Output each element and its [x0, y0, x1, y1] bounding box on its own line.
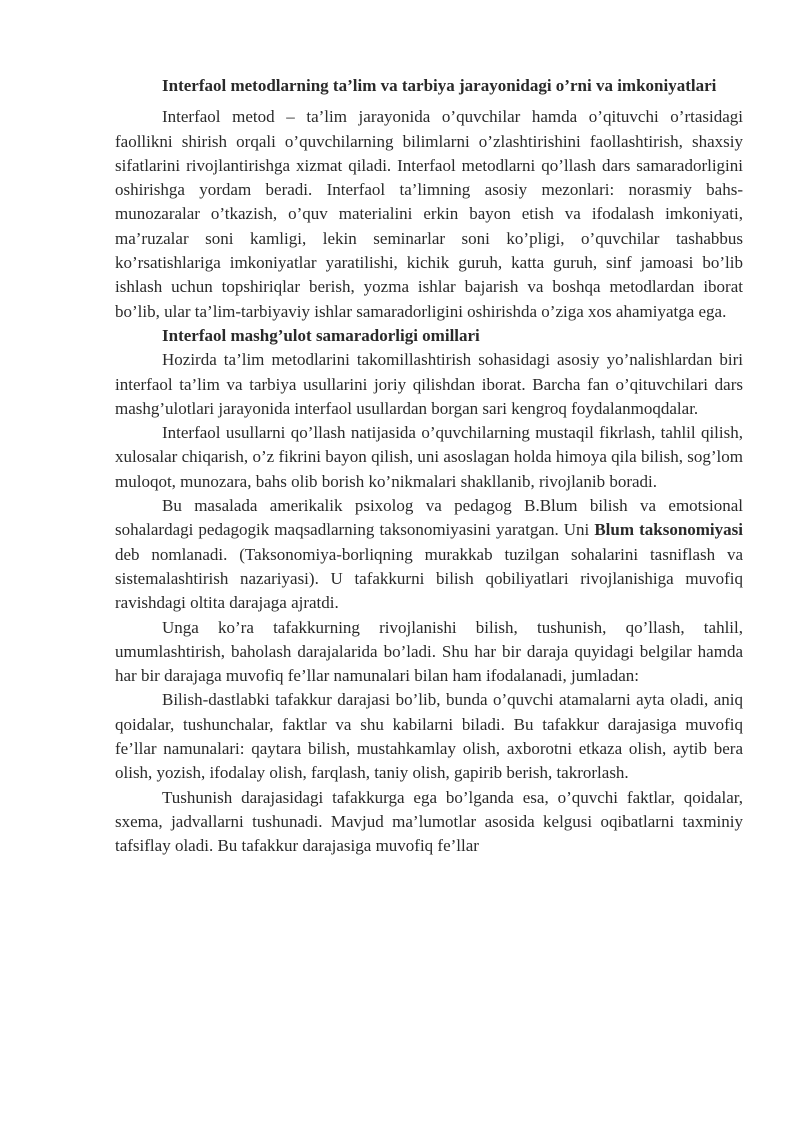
- paragraph-bilish: Bilish-dastlabki tafakkur darajasi bo’lib, bunda o’quvchi atamalarni ayta oladi, aniq qoidalar, tushunchalar, faktlar va shu kabilarni biladi. Bu tafakkur darajasiga muvofiq fe’llar namunalari: qaytara bilish, mustahkamlay olish, axborotni etkaza olish, aytib bera olish, yozish, ifodalay olish, farqlash, taniy olish, gapirib berish, takrorlash.: [115, 690, 743, 783]
- paragraph-tafakkur-darajalari: Unga ko’ra tafakkurning rivojlanishi bilish, tushunish, qo’llash, tahlil, umumlashtirish, baholash darajalarida bo’ladi. Shu har bir daraja quyidagi belgilar hamda har bir darajaga muvofiq fe’llar namunalari bilan ham ifodalanadi, jumladan:: [115, 617, 743, 686]
- document-title: Interfaol metodlarning ta’lim va tarbiya jarayonidagi o’rni va imkoniyatlari: [162, 76, 717, 95]
- paragraph-blum: [115, 494, 743, 615]
- blum-text-after: deb nomlanadi. (Taksonomiya-borliqning murakkab tuzilgan sohalarini tasniflash va sistemalashtirish nazariyasi). U tafakkurni bilish qobiliyatlari rivojlanishiga muvofiq ravishdagi oltita darajaga ajratdi.: [115, 544, 743, 613]
- paragraph-tushunish: Tushunish darajasidagi tafakkurga ega bo’lganda esa, o’quvchi faktlar, qoidalar, sxema, jadvallarni tushunadi. Mavjud ma’lumotlar asosida kelgusi oqibatlarni taxminiy tafsiflay oladi. Bu tafakkur darajasiga muvofiq fe’llar: [115, 787, 743, 856]
- section-heading: Interfaol mashg’ulot samaradorligi omillari: [162, 325, 480, 345]
- blum-taxonomy-term: Blum taksonomiyasi: [594, 520, 743, 540]
- paragraph-hozirda: Hozirda ta’lim metodlarini takomillashtirish sohasidagi asosiy yo’nalishlardan biri interfaol ta’lim va tarbiya usullarini joriy qilishdan iborat. Barcha fan o’qituvchilari dars mashg’ulotlari jarayonida interfaol usullardan borgan sari kengroq foydalanmoqdalar.: [115, 350, 743, 418]
- paragraph-interfaol-usullar: Interfaol usullarni qo’llash natijasida o’quvchilarning mustaqil fikrlash, tahlil qilish, xulosalar chiqarish, o’z fikrini bayon qilish, uni asoslagan holda himoya qila bilish, sog’lom muloqot, munozara, bahs olib borish ko’nikmalari shakllanib, rivojlanib boradi.: [115, 423, 743, 491]
- blum-text-before: Bu masalada amerikalik psixolog va pedagog B.Blum bilish va emotsional sohalardagi pedagogik maqsadlarning taksonomiyasini yaratgan. Uni: [115, 496, 743, 540]
- paragraph-interfaol-metod: Interfaol metod – ta’lim jarayonida o’quvchilar hamda o’qituvchi o’rtasidagi faollikni shirish orqali o’quvchilarning bilimlarni o’zlashtirishini faollashtirish, shaxsiy sifatlarini rivojlantirishga xizmat qiladi. Interfaol metodlarni qo’llash dars samaradorligini oshirishga yordam beradi. Interfaol ta’limning asosiy mezonlari: norasmiy bahs-munozaralar o’tkazish, o’quv materialini erkin bayon etish va ifodalash imkoniyati, ma’ruzalar soni kamligi, lekin seminarlar soni ko’pligi, o’quvchilar tashabbus ko’rsatishlariga imkoniyatlar yaratilishi, kichik guruh, katta guruh, sinf jamoasi bo’lib ishlash uchun topshiriqlar berish, yozma ishlar bajarish va boshqa metodlardan iborat bo’lib, ular ta’lim-tarbiyaviy ishlar samaradorligini oshirishda o’ziga xos ahamiyatga ega.: [115, 107, 743, 321]
